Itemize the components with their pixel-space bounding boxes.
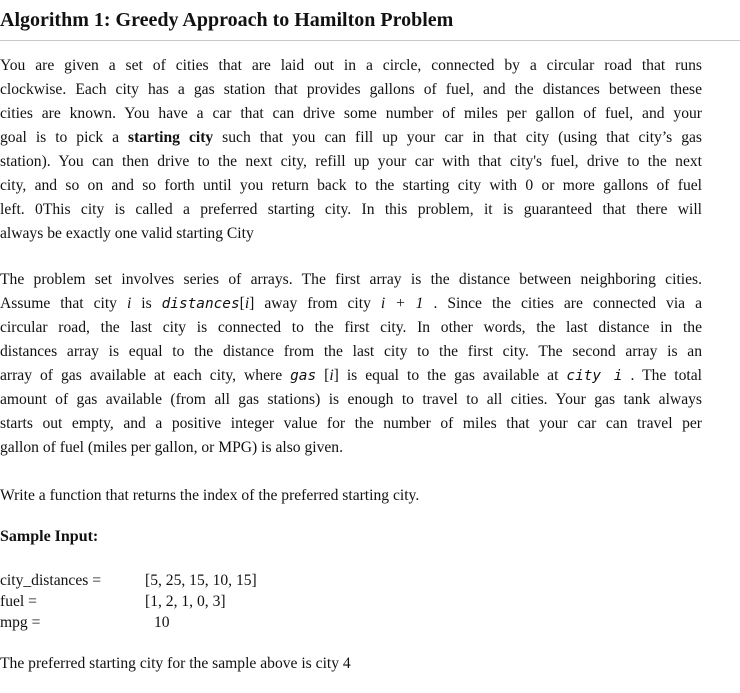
paragraph-line: station). You can then drive to the next city, refill up your car with that city's fuel, drive to the next <box>0 153 702 170</box>
math-gas: gas <box>290 368 317 384</box>
task-paragraph <box>0 484 702 508</box>
paragraph-line: distances array is equal to the distance from the last city to the first city. The second array is an <box>0 343 702 360</box>
paragraph-line: Write a function that returns the index of the preferred starting city. <box>0 487 420 504</box>
starting-city-term: starting city <box>128 129 214 146</box>
math-i: i <box>126 295 132 312</box>
paragraph-line: cities are known. You have a car that can drive some number of miles per gallon of fuel, and your <box>0 105 702 122</box>
paragraph-line: array of gas available at each city, where gas [i] is equal to the gas available at city i . The total <box>0 367 703 384</box>
paragraph-line: always be exactly one valid starting City <box>0 225 254 242</box>
paragraph-line: amount of gas available (from all gas stations) is enough to travel to all cities. Your gas tank always <box>0 391 702 408</box>
math-distances: distances <box>161 296 240 312</box>
paragraph-line: gallon of fuel (miles per gallon, or MPG) is also given. <box>0 439 344 456</box>
paragraph-line: clockwise. Each city has a gas station that provides gallons of fuel, and the distances between these <box>0 81 702 98</box>
math-i: i <box>244 295 250 312</box>
math-city-i: city i <box>566 368 623 384</box>
paragraph-line: Assume that city i is distances[i] away from city i + 1 . Since the cities are connected via a <box>0 295 702 312</box>
sample-value: [5, 25, 15, 10, 15] <box>145 572 257 589</box>
algorithm-title: Algorithm 1: Greedy Approach to Hamilton Problem <box>0 9 454 31</box>
sample-label: city_distances = <box>0 572 102 589</box>
paragraph-line: circular road, the last city is connected to the first city. In other words, the last distance in the <box>0 319 702 336</box>
sample-value: [1, 2, 1, 0, 3] <box>145 593 226 610</box>
paragraph-line: city, and so on and so forth until you return back to the starting city with 0 or more gallons of fuel <box>0 177 702 194</box>
paragraph-line: left. 0This city is called a preferred starting city. In this problem, it is guaranteed that there will <box>0 201 702 218</box>
math-i: i <box>329 367 334 384</box>
paragraph-line: You are given a set of cities that are laid out in a circle, connected by a circular road that runs <box>0 57 702 74</box>
arrays-description-paragraph <box>0 268 702 460</box>
title-divider <box>0 40 740 41</box>
sample-label: fuel = <box>0 593 37 610</box>
paragraph-line: starts out empty, and a positive integer value for the number of miles that your car can travel per <box>0 415 702 432</box>
sample-input-heading: Sample Input: <box>0 528 99 545</box>
problem-description-paragraph <box>0 54 702 246</box>
paragraph-line: The problem set involves series of arrays. The first array is the distance between neighboring cities. <box>0 271 702 288</box>
math-i-plus-1: i + 1 <box>380 295 424 312</box>
sample-value: 10 <box>154 614 170 631</box>
paragraph-line: goal is to pick a starting city such that you can fill up your car in that city (using that city’s gas <box>0 129 702 146</box>
sample-answer: The preferred starting city for the sample above is city 4 <box>0 655 351 672</box>
sample-label: mpg = <box>0 614 41 631</box>
